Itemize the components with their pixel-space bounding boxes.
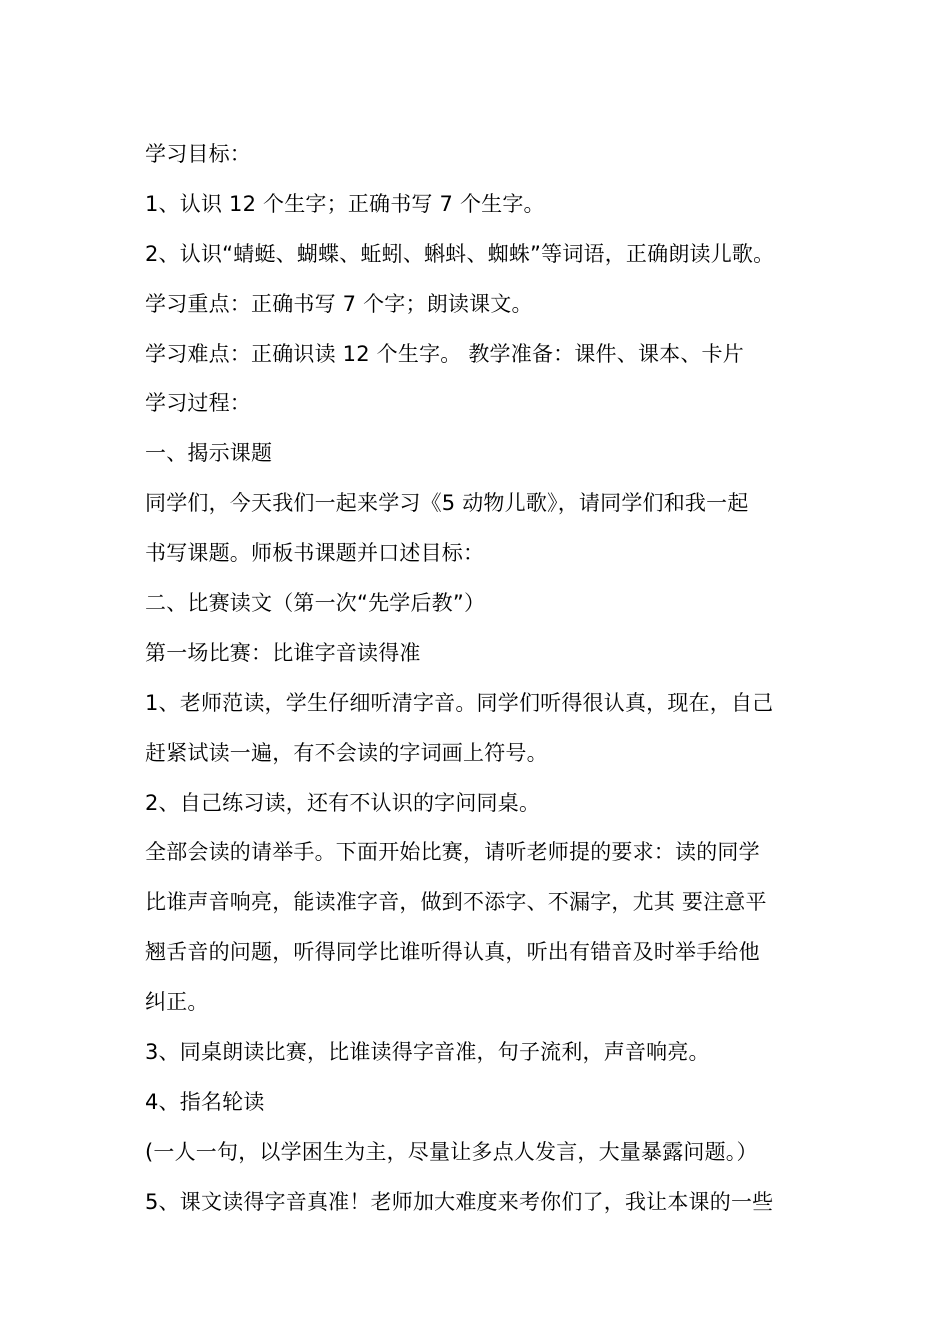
- section-2-title: 二、比赛读文（第一次“先学后教”）: [145, 591, 486, 616]
- paragraph-line: 4、指名轮读: [145, 1089, 265, 1114]
- paragraph-line: 赶紧试读一遍，有不会读的字词画上符号。: [145, 740, 548, 765]
- document-body: [145, 130, 835, 1228]
- paragraph-line: (一人一句，以学困生为主，尽量让多点人发言，大量暴露问题。）: [145, 1139, 758, 1164]
- paragraph-line: 书写课题。师板书课题并口述目标：: [145, 541, 485, 566]
- paragraph-line: 3、同桌朗读比赛，比谁读得字音准，句子流利，声音响亮。: [145, 1040, 710, 1065]
- paragraph-line: 全部会读的请举手。下面开始比赛，请听老师提的要求：读的同学: [145, 840, 760, 865]
- paragraph-line: 比谁声音响亮，能读准字音，做到不添字、不漏字，尤其 要注意平: [145, 890, 767, 915]
- paragraph-line: 同学们，今天我们一起来学习《5 动物儿歌》，请同学们和我一起: [145, 491, 749, 516]
- paragraph-line: 1、老师范读，学生仔细听清字音。同学们听得很认真，现在，自己: [145, 690, 774, 715]
- section-1-title: 一、揭示课题: [145, 441, 273, 466]
- goal-item-1: 1、认识 12 个生字；正确书写 7 个生字。: [145, 191, 545, 216]
- goal-item-2: 2、认识“蜻蜓、蝴蝶、蚯蚓、蝌蚪、蜘蛛”等词语，正确朗读儿歌。: [145, 241, 775, 266]
- paragraph-line: 翘舌音的问题，听得同学比谁听得认真，听出有错音及时举手给他: [145, 940, 760, 965]
- heading-learning-process: 学习过程：: [145, 391, 251, 416]
- paragraph-line: 5、课文读得字音真准！老师加大难度来考你们了，我让本课的一些: [145, 1189, 774, 1214]
- paragraph-line: 2、自己练习读，还有不认识的字问同桌。: [145, 790, 541, 815]
- learning-focus: 学习重点：正确书写 7 个字；朗读课文。: [145, 291, 533, 316]
- paragraph-line: 纠正。: [145, 990, 209, 1015]
- round-1-title: 第一场比赛：比谁字音读得准: [145, 640, 421, 665]
- learning-difficulty: 学习难点：正确识读 12 个生字。 教学准备：课件、课本、卡片: [145, 341, 744, 366]
- heading-learning-goals: 学习目标：: [145, 142, 251, 166]
